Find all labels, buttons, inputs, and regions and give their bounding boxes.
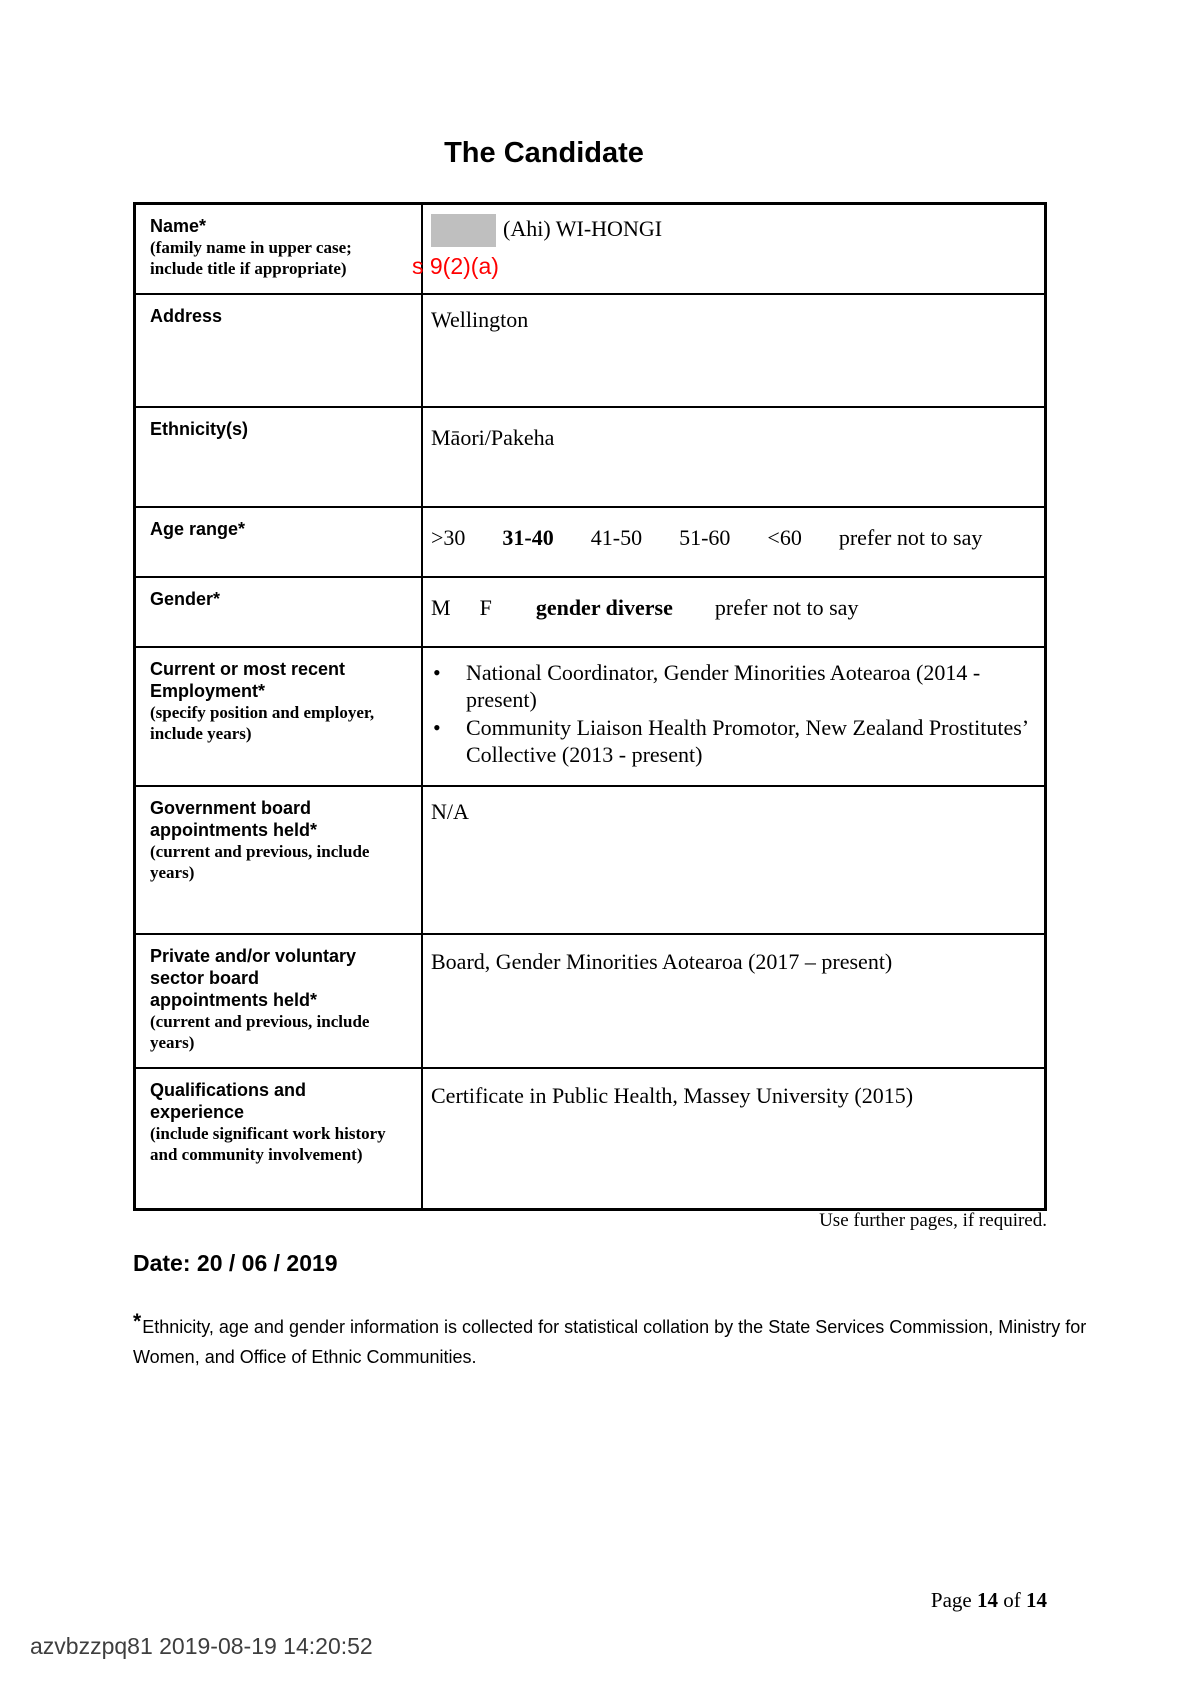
redaction-annotation: s 9(2)(a) [412, 253, 499, 279]
bullet-icon: • [433, 660, 441, 685]
employment-entry: Community Liaison Health Promotor, New Zealand Prostitutes’ Collective (2013 - present) [466, 715, 1028, 767]
field-label: Employment* [150, 681, 266, 701]
page-number [133, 1588, 1047, 1613]
table-row-qualifications [136, 1067, 1044, 1208]
field-label: Age range* [150, 519, 246, 539]
field-caption: years) [150, 863, 195, 882]
field-caption: include years) [150, 724, 252, 743]
document-stamp: azvbzzpq81 2019-08-19 14:20:52 [30, 1633, 373, 1659]
page-title: The Candidate [444, 137, 644, 169]
list-item [431, 714, 1034, 768]
gender-option: F [479, 595, 492, 620]
age-options [431, 519, 1034, 552]
redaction-box [431, 214, 496, 247]
gender-options [431, 589, 1034, 622]
label-cell [136, 205, 423, 293]
field-caption: (current and previous, include [150, 842, 370, 861]
field-label: Address [150, 306, 223, 326]
field-caption: include title if appropriate) [150, 259, 347, 278]
age-option: 51-60 [679, 525, 731, 550]
private-board-value: Board, Gender Minorities Aotearoa (2017 – present) [431, 949, 893, 974]
statistics-footnote [133, 1312, 1143, 1372]
value-cell [423, 578, 1044, 646]
date-value: Date: 20 / 06 / 2019 [133, 1250, 338, 1276]
employment-list [431, 659, 1034, 768]
label-cell [136, 578, 423, 646]
employment-entry: National Coordinator, Gender Minorities Aotearoa (2014 - present) [466, 660, 981, 712]
ethnicity-value: Māori/Pakeha [431, 425, 555, 450]
use-further-pages-note: Use further pages, if required. [819, 1210, 1047, 1231]
label-cell [136, 1069, 423, 1208]
field-caption: (specify position and employer, [150, 703, 375, 722]
field-label: Ethnicity(s) [150, 419, 249, 439]
of-word: of [1003, 1588, 1021, 1612]
footnote-text: Ethnicity, age and gender information is collected for statistical collation by the State Services Commission, Ministry for [142, 1317, 1087, 1337]
field-label: experience [150, 1102, 245, 1122]
address-value: Wellington [431, 307, 529, 332]
field-caption: (include significant work history [150, 1124, 386, 1143]
value-cell [412, 205, 1044, 293]
gender-option: M [431, 595, 451, 620]
asterisk-marker: * [133, 1310, 142, 1333]
value-cell [423, 1069, 1044, 1208]
value-cell [423, 648, 1044, 785]
government-board-value: N/A [431, 799, 469, 824]
field-label: Current or most recent [150, 659, 346, 679]
list-item [431, 659, 1034, 713]
table-row-name [136, 205, 1044, 293]
value-cell [423, 508, 1044, 576]
footnote-line: Women, and Office of Ethnic Communities. [133, 1347, 477, 1367]
age-option: prefer not to say [838, 525, 983, 550]
age-option-selected: 31-40 [502, 525, 554, 550]
field-caption: and community involvement) [150, 1145, 363, 1164]
field-caption: years) [150, 1033, 195, 1052]
footnote-line [133, 1310, 1087, 1337]
label-cell [136, 935, 423, 1067]
age-option: <60 [767, 525, 802, 550]
table-row-private-board [136, 933, 1044, 1067]
table-row-employment [136, 646, 1044, 785]
field-label: sector board [150, 968, 260, 988]
candidate-name: (Ahi) WI-HONGI [503, 216, 663, 241]
value-cell [423, 408, 1044, 506]
table-row-gender [136, 576, 1044, 646]
table-row-address [136, 293, 1044, 406]
field-caption: (family name in upper case; [150, 238, 352, 257]
value-cell [423, 295, 1044, 406]
field-label: appointments held* [150, 820, 318, 840]
field-caption: (current and previous, include [150, 1012, 370, 1031]
table-row-age-range [136, 506, 1044, 576]
label-cell [136, 408, 423, 506]
gender-option: prefer not to say [714, 595, 859, 620]
gender-option-selected: gender diverse [535, 595, 673, 620]
value-cell [423, 787, 1044, 933]
table-row-ethnicity [136, 406, 1044, 506]
label-cell [136, 295, 423, 406]
bullet-icon: • [433, 715, 441, 740]
field-label: Qualifications and [150, 1080, 307, 1100]
table-row-government-board [136, 785, 1044, 933]
field-label: Private and/or voluntary [150, 946, 357, 966]
page-current: 14 [977, 1588, 998, 1612]
field-label: appointments held* [150, 990, 318, 1010]
page-word: Page [930, 1588, 972, 1612]
field-label: Government board [150, 798, 312, 818]
label-cell [136, 648, 423, 785]
qualifications-value: Certificate in Public Health, Massey University (2015) [431, 1083, 914, 1108]
value-cell [423, 935, 1044, 1067]
label-cell [136, 787, 423, 933]
page-total: 14 [1026, 1588, 1047, 1612]
field-label: Gender* [150, 589, 221, 609]
candidate-form-table [133, 202, 1047, 1211]
age-option: >30 [431, 525, 466, 550]
label-cell [136, 508, 423, 576]
field-label: Name* [150, 216, 207, 236]
age-option: 41-50 [590, 525, 643, 550]
name-value [431, 214, 1034, 247]
